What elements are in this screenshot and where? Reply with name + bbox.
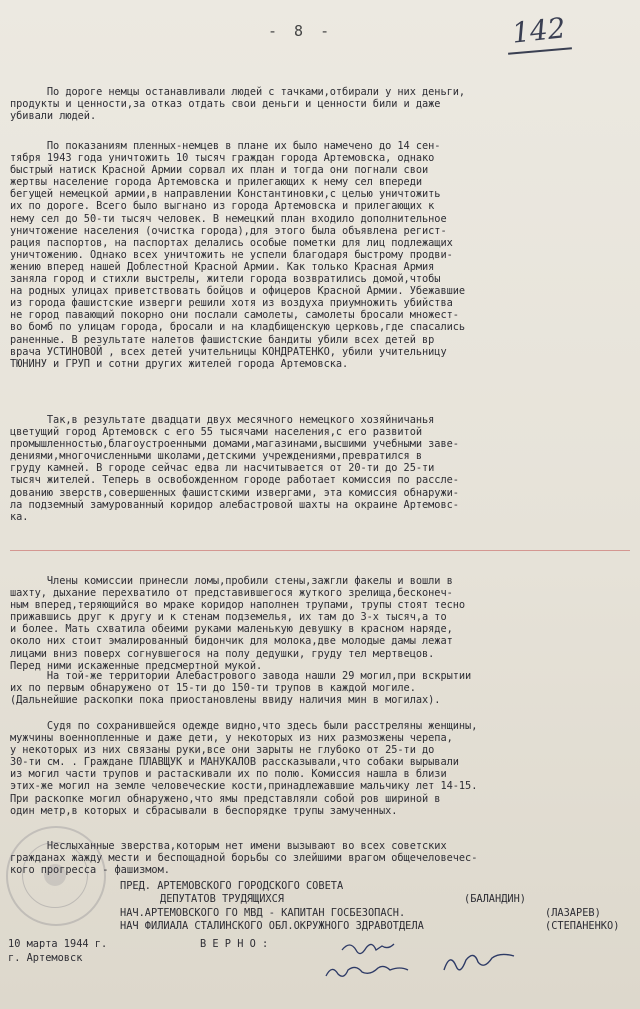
handwritten-signatures [320, 932, 560, 992]
signature-name-4: (СТЕПАНЕНКО) [545, 920, 620, 932]
paragraph-6: Судя по сохранившейся одежде видно,что здесь были расстреляны женщины, мужчины военнопленные и даже дети, у некоторых из них размозжены черепа, у некоторых из них связаны руки,все они зарыты не глубоко от 25-ти до 30-ти см. . Граждане ПЛАВЩУК и МАНУКАЛОВ рассказывали,что собаки вырывали из могил части трупов и растаскивали их по полю. Комиссия нашла в близи этих-же могил на земле человеческие кости,принадлежавшие мальчику лет 14-15. При раскопке могил обнаружено,что ямы представляли собой ров шириной в один метр,в которых и сбрасывали в беспорядке трупы замученных. [10, 720, 478, 817]
red-margin-line [10, 550, 630, 551]
paragraph-5: На той-же территории Алебастрового завода нашли 29 могил,при вскрытии их по первым обнаружено от 15-ти до 150-ти трупов в каждой могиле. (Дальнейшие раскопки пока приостановлены ввиду наличия мин в могилах). [10, 670, 472, 707]
paragraph-4: Члены комиссии принесли ломы,пробили стены,зажгли факелы и вошли в шахту, дыхание перехватило от представившегося жуткого зрелища,бесконеч- ным вперед,теряющийся во мраке коридор наполнен трупами, трупы стоят тесно прижавшись друг к другу и к стенам подземелья, их там до 3-х тысяч,а то и более. Мать схватила обеими руками маленькую девушку в красном наряде, около них стоит эмалированный бидончик для молока,две молодые дамы лежат лицами вниз поверх согнувшегося на полу дедушки, груду тел мертвецов. Перед ними искаженные предсмертной мукой. [10, 575, 466, 672]
paragraph-7: Неслыханные зверства,которым нет имени вызывают во всех советских гражданах жажду мести и беспощадной борьбы со злейшими врагом общечеловечес- кого прогресса - фашизмом. [10, 840, 478, 877]
verno-label: В Е Р Н О : [200, 938, 269, 950]
paragraph-1: По дороге немцы останавливали людей с тачками,отбирали у них деньги, продукты и ценности,за отказ отдать свои деньги и ценности били и даже убивали людей. [10, 86, 466, 123]
signature-role-3: НАЧ.АРТЕМОВСКОГО ГО МВД - КАПИТАН ГОСБЕЗОПАСН. [120, 907, 406, 919]
signature-name-2: (БАЛАНДИН) [464, 893, 526, 905]
page-number: - 8 - [268, 22, 334, 40]
archive-number-handwritten [510, 11, 582, 54]
official-seal [6, 826, 106, 926]
archive-number: 142 [510, 11, 568, 50]
paragraph-3: Так,в результате двадцати двух месячного немецкого хозяйничанья цветущий город Артемовск с его 55 тысячами населения,с его развитой промышленностью,благоустроенными домами,магазинами,высшими учебными заве- дениями,многочисленными школами,детскими учреждениями,превратился в груду камней. В городе сейчас едва ли насчитывается от 20-ти до 25-ти тысяч жителей. Теперь в освобожденном городе работает комиссия по рассле- дованию зверств,совершенных фашистскими извергами, эта комиссия обнаружи- ла подземный замурованный коридор алебастровой шахты на окраине Артемовс- ка. [10, 414, 459, 523]
signature-name-3: (ЛАЗАРЕВ) [545, 907, 601, 919]
signature-role-2: ДЕПУТАТОВ ТРУДЯЩИХСЯ [160, 893, 284, 905]
document-place: г. Артемовск [8, 952, 83, 964]
signature-role-4: НАЧ ФИЛИАЛА СТАЛИНСКОГО ОБЛ.ОКРУЖНОГО ЗДРАВОТДЕЛА [120, 920, 424, 932]
signature-role-1: ПРЕД. АРТЕМОВСКОГО ГОРОДСКОГО СОВЕТА [120, 880, 344, 892]
document-date: 10 марта 1944 г. [8, 938, 108, 950]
paragraph-2: По показаниям пленных-немцев в плане их было намечено до 14 сен- тября 1943 года уничтожить 10 тысяч граждан города Артемовска, однако быстрый натиск Красной Армии сорвал их план и тогда они погнали свои жертвы население города Артемовска и прилегающих к нему сел впереди бегущей немецкой армии,в направлении Константиновки,с целью уничтожить их по дороге. Всего было выгнано из города Артемовска и прилегающих к нему сел до 50-ти тысяч человек. В немецкий план входило дополнительное уничтожение населения (очистка города),для этого была объявлена регист- рация паспортов, на паспортах делались особые пометки для лиц подлежащих уничтожению. Однако всех уничтожить не успели благодаря быстрому продви- жению вперед нашей Доблестной Красной Армии. Как только Красная Армия заняла город и стихли выстрелы, жители города возвратились домой,чтобы на родных улицах приветствовать бойцов и офицеров Красной Армии. Убежавшие из города фашистские изверги решили хотя из воздуха приумножить убийства не город павающий покорно они послали самолеты, самолеты бросали множест- во бомб по улицам города, бросали и на кладбищенскую церковь,где спасались раненные. В результате налетов фашистские бандиты убили всех детей вр врача УСТИНОВОЙ , всех детей учительницы КОНДРАТЕНКО, убили учительницу ТЮНИНУ и ГРУП и сотни других жителей города Артемовска. [10, 140, 466, 370]
